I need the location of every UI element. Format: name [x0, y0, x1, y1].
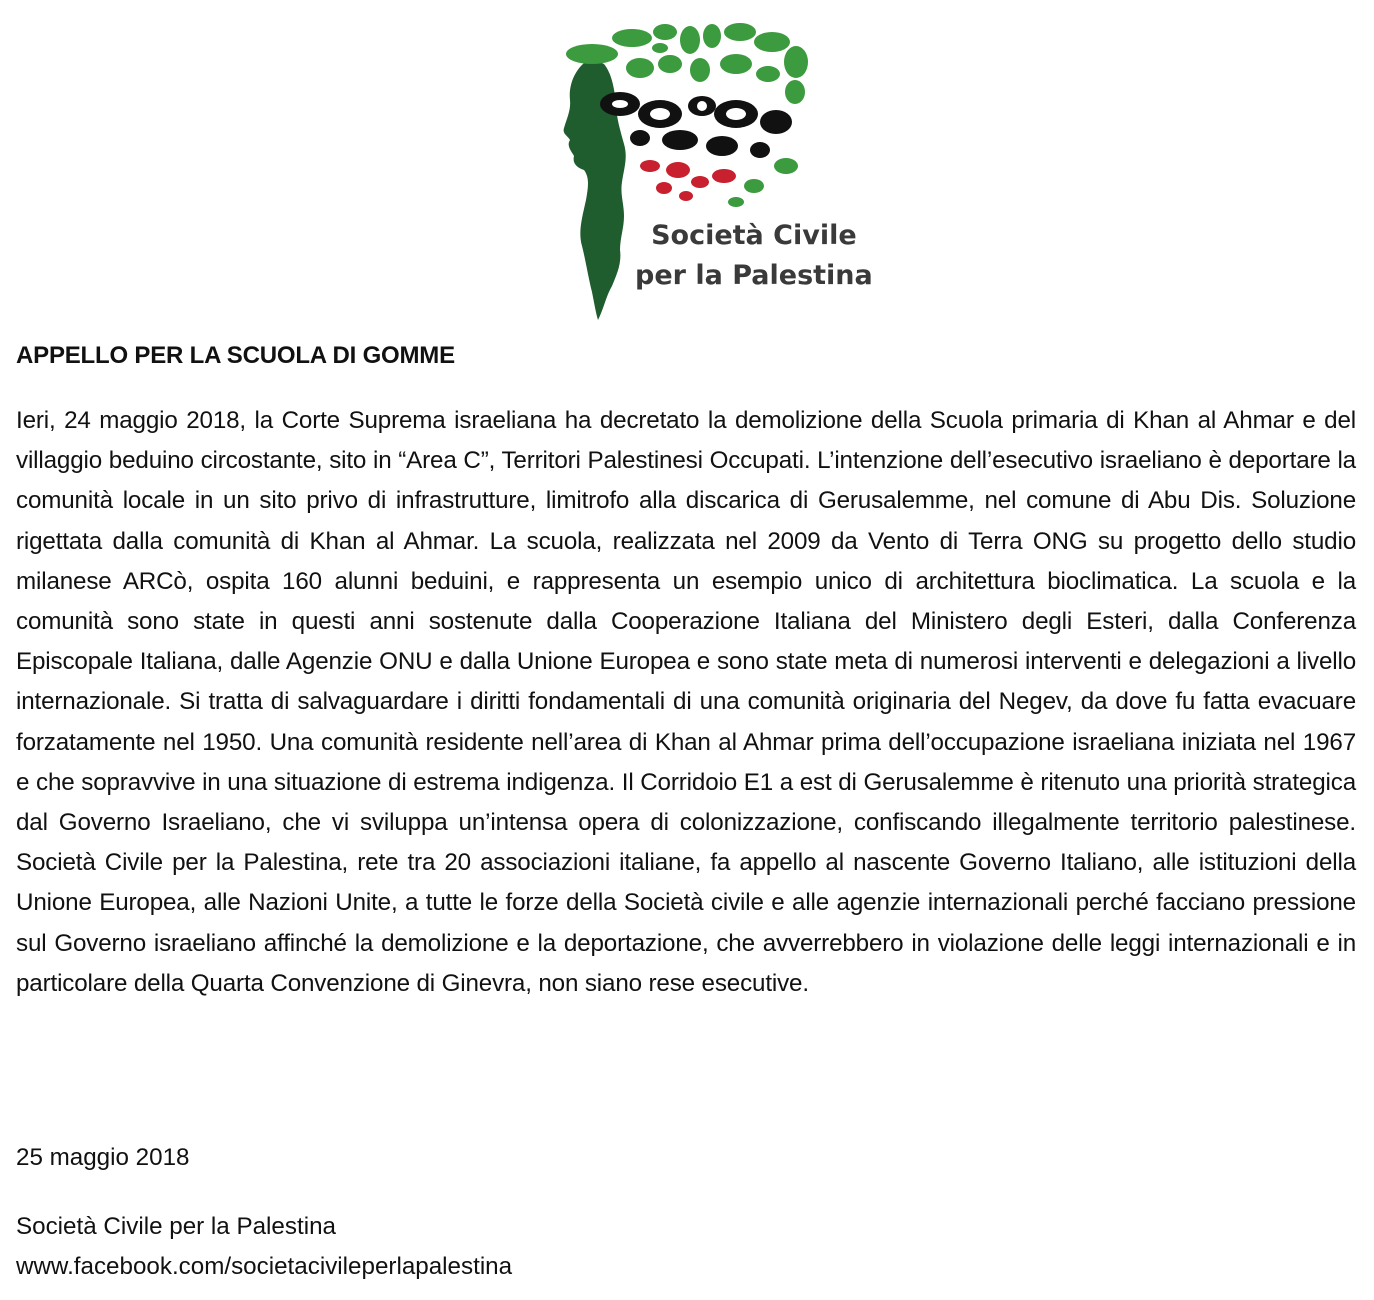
document-title: APPELLO PER LA SCUOLA DI GOMME — [16, 342, 455, 369]
logo-line-1: Società Civile — [651, 220, 857, 251]
document-body: Ieri, 24 maggio 2018, la Corte Suprema israeliana ha decretato la demolizione della Scuola primaria di Khan al Ahmar e del villaggio beduino circostante, sito in “Area C”, Territori Palestinesi Occupati. L’intenzione dell’esecutivo israeliano è deportare la comunità locale in un sito privo di infrastrutture, limitrofo alla discarica di Gerusalemme, nel comune di Abu Dis. Soluzione rigettata dalla comunità di Khan al Ahmar. La scuola, realizzata nel 2009 da Vento di Terra ONG su progetto dello studio milanese ARCò, ospita 160 alunni beduini, e rappresenta un esempio unico di architettura bioclimatica. La scuola e la comunità sono state in questi anni sostenute dalla Cooperazione Italiana del Ministero degli Esteri, dalla Conferenza Episcopale Italiana, dalle Agenzie ONU e dalla Unione Europea e sono state meta di numerosi interventi e delegazioni a livello internazionale. Si tratta di salvaguardare i diritti fondamentali di una comunità originaria del Negev, da dove fu fatta evacuare forzatamente nel 1950. Una comunità residente nell’area di Khan al Ahmar prima dell’occupazione israeliana iniziata nel 1967 e che sopravvive in una situazione di estrema indigenza. Il Corridoio E1 a est di Gerusalemme è ritenuto una priorità strategica dal Governo Israeliano, che vi sviluppa un’intensa opera di colonizzazione, confiscando illegalmente territorio palestinese. Società Civile per la Palestina, rete tra 20 associazioni italiane, fa appello al nascente Governo Italiano, alle istituzioni della Unione Europea, alle Nazioni Unite, a tutte le forze della Società civile e alle agenzie internazionali perché facciano pressione sul Governo israeliano affinché la demolizione e la deportazione, che avverrebbero in violazione delle leggi internazionali e in particolare della Quarta Convenzione di Ginevra, non siano rese esecutive. — [16, 407, 1356, 997]
green-accents — [728, 158, 798, 207]
black-swirls — [600, 92, 792, 158]
organization-logo — [540, 18, 880, 323]
signature-name: Società Civile per la Palestina — [16, 1213, 336, 1240]
logo-text — [635, 216, 873, 296]
signature-block — [16, 1207, 512, 1287]
facebook-link[interactable]: www.facebook.com/societacivileperlapalestina — [16, 1253, 513, 1280]
logo-line-2: per la Palestina — [635, 260, 873, 291]
red-drops — [640, 160, 736, 201]
document-date: 25 maggio 2018 — [16, 1144, 190, 1171]
